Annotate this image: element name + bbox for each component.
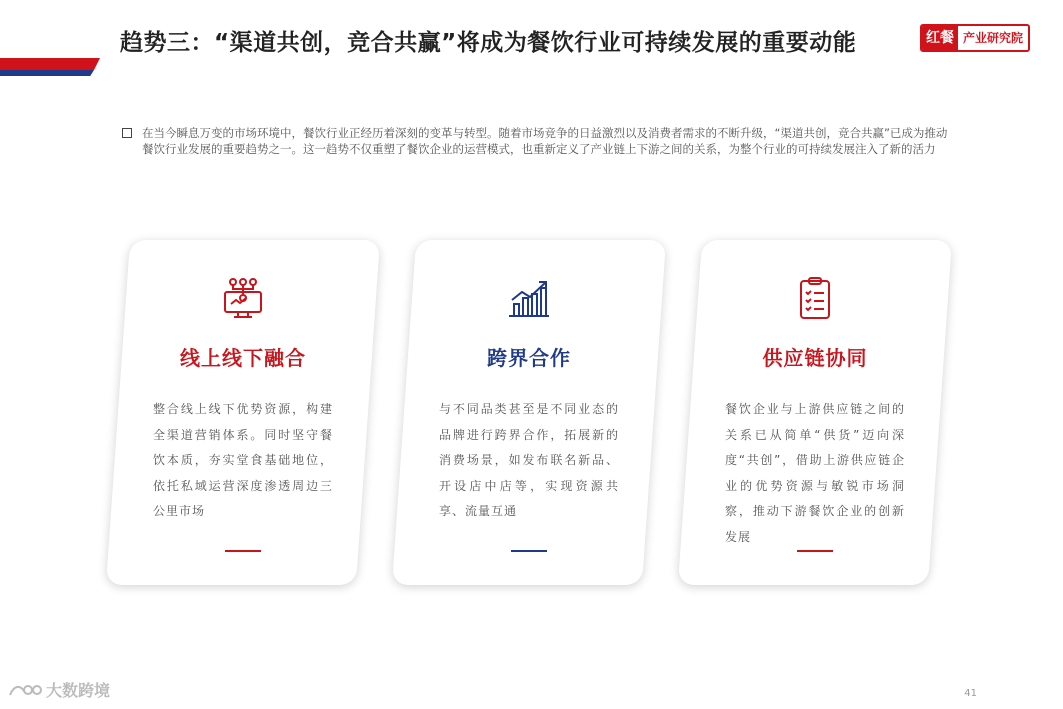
watermark-logo-icon xyxy=(8,681,42,699)
intro-paragraph xyxy=(122,125,952,157)
card-body: 整合线上线下优势资源，构建全渠道营销体系。同时坚守餐饮本质，夯实堂食基础地位，依托私域运营深度渗透周边三公里市场 xyxy=(153,402,333,518)
card-body: 餐饮企业与上游供应链之间的关系已从简单“供货”迈向深度“共创”，借助上游供应链企业的优势资源与敏锐市场洞察，推动下游餐饮企业的创新发展 xyxy=(725,402,905,544)
page-title: 趋势三：“渠道共创，竞合共赢”将成为餐饮行业可持续发展的重要动能 xyxy=(120,30,857,56)
intro-text: 在当今瞬息万变的市场环境中，餐饮行业正经历着深刻的变革与转型。随着市场竞争的日益激烈以及消费者需求的不断升级，“渠道共创，竞合共赢”已成为推动餐饮行业发展的重要趋势之一。这一趋势不仅重塑了餐饮企业的运营模式，也重新定义了产业链上下游之间的关系，为整个行业的可持续发展注入了新的活力 xyxy=(142,126,948,156)
growth-chart-icon xyxy=(507,276,551,320)
card-body: 与不同品类甚至是不同业态的品牌进行跨界合作，拓展新的消费场景，如发布联名新品、开设店中店等，实现资源共享、流量互通 xyxy=(439,402,619,518)
logo-mark: 红餐 xyxy=(922,26,958,50)
network-monitor-icon xyxy=(221,276,265,320)
card-divider xyxy=(511,550,547,552)
card-online-offline xyxy=(106,240,380,585)
card-title: 供应链协同 xyxy=(762,346,868,370)
source-watermark xyxy=(8,678,110,701)
card-crossover xyxy=(392,240,666,585)
card-divider xyxy=(225,550,261,552)
header-stripe-blue xyxy=(0,70,94,76)
header-stripe-red xyxy=(0,58,100,70)
square-bullet-icon xyxy=(122,128,132,138)
clipboard-checklist-icon xyxy=(793,276,837,320)
card-divider xyxy=(797,550,833,552)
card-supply-chain xyxy=(678,240,952,585)
logo-text: 产业研究院 xyxy=(958,26,1028,50)
brand-logo xyxy=(920,24,1030,52)
card-title: 线上线下融合 xyxy=(180,346,306,370)
watermark-text: 大数跨境 xyxy=(46,681,111,700)
card-title: 跨界合作 xyxy=(487,346,571,370)
page-number: 41 xyxy=(964,688,977,699)
